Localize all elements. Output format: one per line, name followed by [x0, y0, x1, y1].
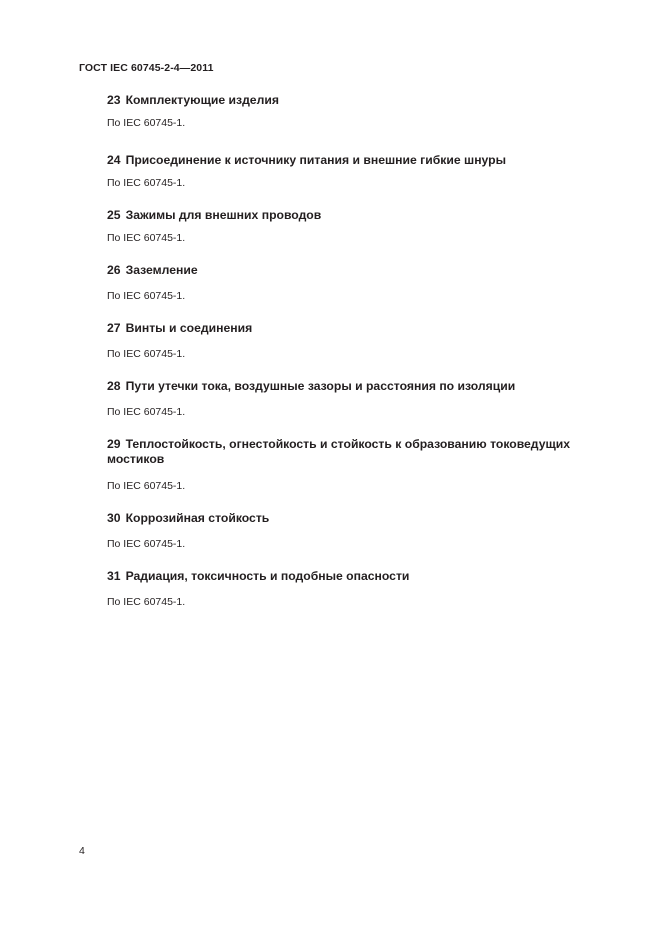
section-29	[107, 437, 627, 511]
section-body: По IEC 60745-1.	[107, 480, 186, 492]
section-title: Коррозийная стойкость	[125, 511, 270, 525]
section-23	[107, 93, 627, 153]
section-number: 30	[107, 511, 121, 525]
section-body: По IEC 60745-1.	[107, 406, 186, 418]
section-title: Радиация, токсичность и подобные опасности	[125, 569, 410, 583]
section-body: По IEC 60745-1.	[107, 596, 186, 608]
section-number: 29	[107, 437, 121, 451]
section-body: По IEC 60745-1.	[107, 232, 186, 244]
section-number: 24	[107, 153, 121, 167]
section-body: По IEC 60745-1.	[107, 117, 186, 129]
sections-list	[107, 93, 627, 627]
section-title: Комплектующие изделия	[125, 93, 279, 107]
section-title: Заземление	[125, 263, 198, 277]
section-number: 27	[107, 321, 121, 335]
section-title: Зажимы для внешних проводов	[125, 208, 322, 222]
section-24	[107, 153, 627, 208]
section-number: 28	[107, 379, 121, 393]
section-heading	[107, 437, 627, 467]
section-heading	[107, 93, 627, 108]
section-body: По IEC 60745-1.	[107, 348, 186, 360]
section-body: По IEC 60745-1.	[107, 177, 186, 189]
section-heading	[107, 379, 627, 394]
section-heading	[107, 153, 627, 168]
section-heading	[107, 321, 627, 336]
section-body: По IEC 60745-1.	[107, 538, 186, 550]
section-28	[107, 379, 627, 437]
section-title: Теплостойкость, огнестойкость и стойкость к образованию токоведущих мостиков	[107, 437, 571, 466]
section-31	[107, 569, 627, 627]
section-heading	[107, 511, 627, 526]
section-title: Пути утечки тока, воздушные зазоры и расстояния по изоляции	[125, 379, 516, 393]
section-heading	[107, 208, 627, 223]
section-title: Винты и соединения	[125, 321, 253, 335]
section-number: 31	[107, 569, 121, 583]
section-number: 26	[107, 263, 121, 277]
section-number: 25	[107, 208, 121, 222]
section-number: 23	[107, 93, 121, 107]
section-27	[107, 321, 627, 379]
document-id-header: ГОСТ IEC 60745-2-4—2011	[79, 62, 214, 74]
section-26	[107, 263, 627, 321]
section-25	[107, 208, 627, 263]
section-title: Присоединение к источнику питания и внешние гибкие шнуры	[125, 153, 507, 167]
page-number: 4	[79, 845, 85, 857]
section-30	[107, 511, 627, 569]
section-body: По IEC 60745-1.	[107, 290, 186, 302]
section-heading	[107, 263, 627, 278]
section-heading	[107, 569, 627, 584]
